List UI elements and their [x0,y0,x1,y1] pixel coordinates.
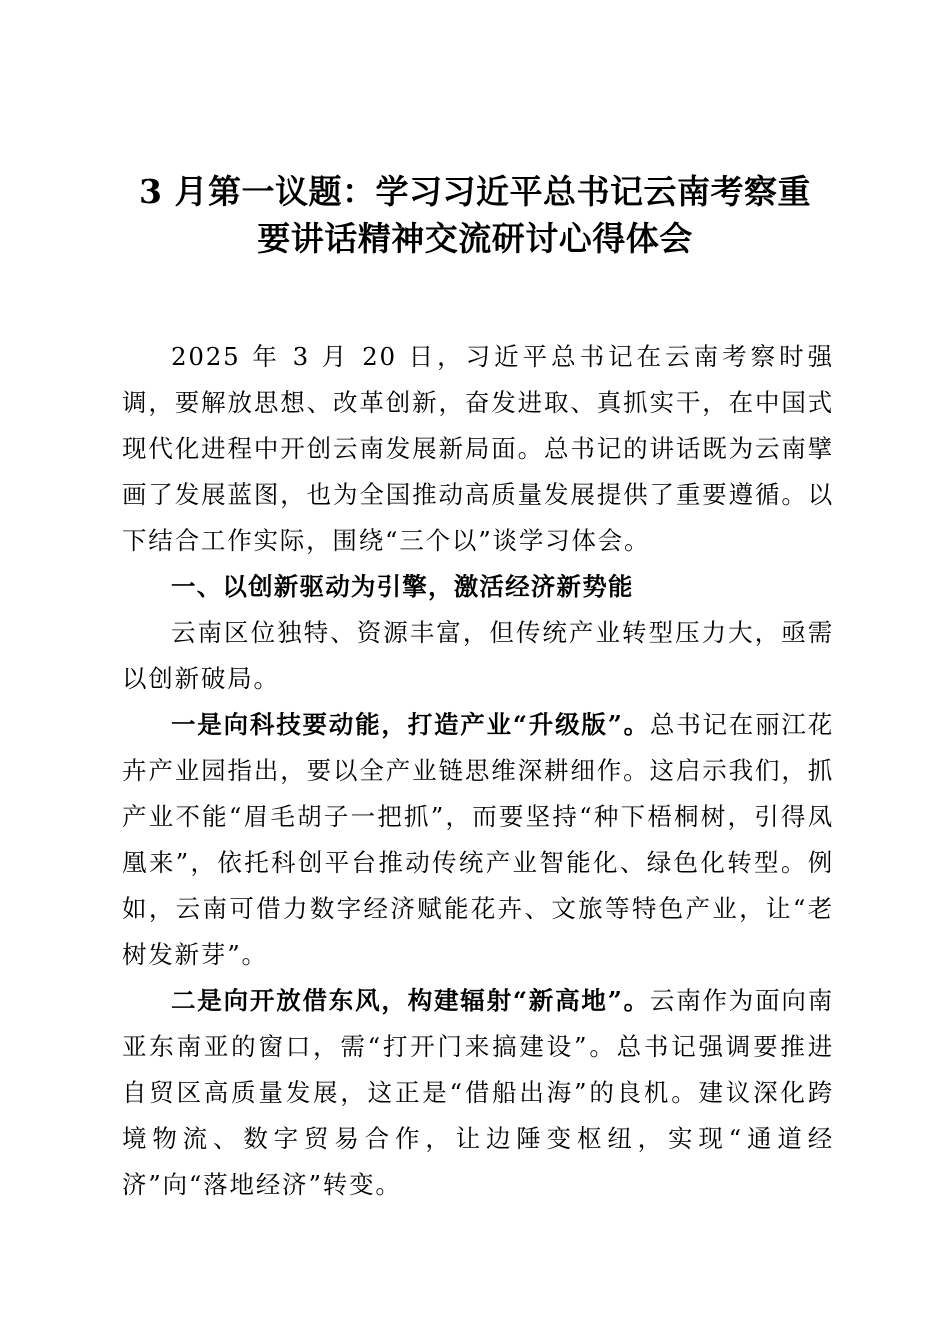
section-1-paragraph: 云南区位独特、资源丰富，但传统产业转型压力大，亟需以创新破局。 [122,618,834,693]
point-2-text: 云南作为面向南亚东南亚的窗口，需“打开门来搞建设”。总书记强调要推进自贸区高质量发展，这正是“借船出海”的良机。建议深化跨境物流、数字贸易合作，让边陲变枢纽，实现“通道经济”向“落地经济”转变。 [122,986,834,1199]
title-line-2: 要讲话精神交流研讨心得体会 [257,219,693,258]
point-2-paragraph [122,978,834,1208]
point-2-lead: 二是向开放借东风，构建辐射“新高地”。 [171,986,650,1015]
point-1-text: 总书记在丽江花卉产业园指出，要以全产业链思维深耕细作。这启示我们，抓产业不能“眉毛胡子一把抓”，而要坚持“种下梧桐树，引得凤凰来”，依托科创平台推动传统产业智能化、绿色化转型。例如，云南可借力数字经济赋能花卉、文旅等特色产业，让“老树发新芽”。 [122,710,834,969]
title-line-1: 3 月第一议题：学习习近平总书记云南考察重 [139,172,811,211]
section-1-heading: 一、以创新驱动为引擎，激活经济新势能 [171,572,634,601]
intro-paragraph: 2025 年 3 月 20 日，习近平总书记在云南考察时强调，要解放思想、改革创新，奋发进取、真抓实干，在中国式现代化进程中开创云南发展新局面。总书记的讲话既为云南擘画了发展蓝图，也为全国推动高质量发展提供了重要遵循。以下结合工作实际，围绕“三个以”谈学习体会。 [122,342,834,555]
document-title [110,168,840,262]
point-1-lead: 一是向科技要动能，打造产业“升级版”。 [171,710,650,739]
point-1-paragraph [122,702,834,978]
document-body [122,334,834,1208]
